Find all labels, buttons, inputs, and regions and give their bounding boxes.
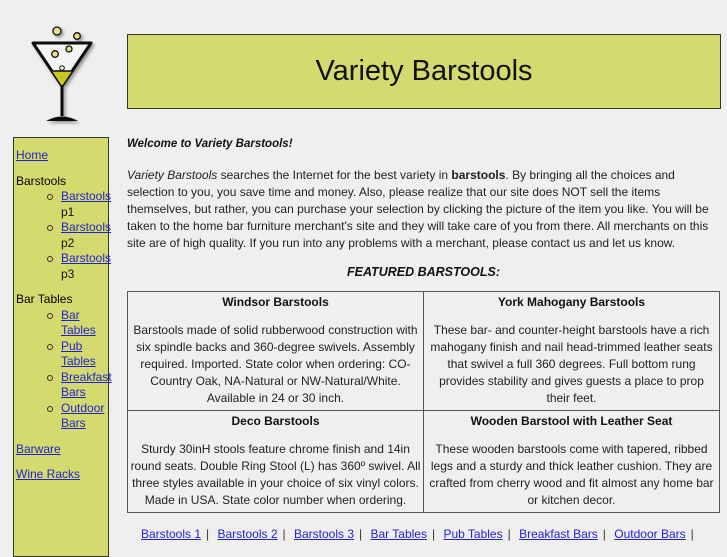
sidebar-item-pub-tables [61, 339, 108, 370]
product-name: York Mahogany Barstools [497, 295, 646, 309]
martini-glass-icon [28, 22, 100, 126]
featured-products-table [127, 291, 720, 513]
footer-link-barstools-1[interactable]: Barstools 1 [141, 527, 202, 541]
sidebar-link-barware[interactable]: Barware [16, 441, 61, 456]
sidebar-link-barstools-p3[interactable]: Barstools [61, 251, 112, 265]
footer-separator: | [602, 527, 606, 541]
martini-glass-logo [28, 22, 100, 126]
footer-separator: | [206, 527, 210, 541]
sidebar-section-bar-tables [16, 292, 112, 432]
sidebar-section-label: Barstools [16, 173, 67, 188]
product-description: Sturdy 30inH stools feature chrome finish and 14in round seats. Double Ring Stool (L) has 360º swivel. All three styles available in your choice of six vinyl colors. Made in USA. State color number when ordering. [130, 442, 421, 507]
sidebar-link-bar-tables[interactable]: Bar Tables [61, 307, 96, 337]
product-cell-windsor[interactable] [128, 292, 424, 411]
product-cell-wooden-leather[interactable] [424, 411, 720, 513]
sidebar-nav [13, 137, 112, 557]
product-name: Wooden Barstool with Leather Seat [470, 414, 673, 428]
sidebar-item-suffix: p3 [61, 266, 75, 281]
sidebar-link-barstools-p1[interactable]: Barstools [61, 189, 112, 203]
footer-link-breakfast-bars[interactable]: Breakfast Bars [519, 527, 598, 541]
footer-link-pub-tables[interactable]: Pub Tables [443, 527, 503, 541]
sidebar-sublist [16, 189, 112, 282]
footer-separator: | [507, 527, 511, 541]
product-description: Barstools made of solid rubberwood construction with six spindle backs and 360-degree swivels. Assembly required. Imported. State color when ordering: CO-Country Oak, NA-Natural or NW-Natural/White. Available in 24 or 30 inch. [133, 323, 418, 405]
intro-text-1: searches the Internet for the best variety in [217, 168, 452, 182]
sidebar-item-barstools-p1 [61, 189, 112, 220]
intro-site-name: Variety Barstools [127, 168, 218, 182]
site-header [127, 34, 721, 109]
sidebar-item-suffix: p1 [61, 204, 75, 219]
sidebar-item-barstools-p3 [61, 251, 112, 282]
footer-separator: | [282, 527, 286, 541]
product-description: These wooden barstools come with tapered, ribbed legs and a sturdy and thick leather cushion. They are crafted from cherry wood and fit almost any home bar or kitchen decor. [429, 442, 714, 507]
sidebar-link-home[interactable]: Home [16, 148, 49, 162]
sidebar-link-wine-racks[interactable]: Wine Racks [16, 467, 81, 481]
product-name: Deco Barstools [231, 414, 320, 428]
sidebar-item-suffix: p2 [61, 235, 75, 250]
footer-link-barstools-2[interactable]: Barstools 2 [217, 527, 278, 541]
footer-nav [141, 527, 699, 541]
table-row [128, 292, 720, 411]
sidebar-link-outdoor-bars[interactable]: Outdoor Bars [61, 400, 105, 430]
sidebar-item-bar-tables [61, 308, 108, 339]
site-title: Variety Barstools [315, 55, 533, 87]
featured-heading: FEATURED BARSTOOLS: [346, 265, 500, 279]
intro-text-2: . By bringing all the choices and selection to you, you save time and money. Also, please realize that our site does NOT sell the items themselves, but rather, you can purchase your selection by clicking the picture of the item you like. You will be taken to the home bar furniture merchant's site and they will take care of you from there. All merchants on this site are of high quality. If you run into any problems with a merchant, please contact us and let us know. [127, 168, 709, 250]
footer-separator: | [690, 527, 694, 541]
footer-separator: | [431, 527, 436, 541]
sidebar-link-breakfast-bars[interactable]: Breakfast Bars [61, 369, 112, 399]
sidebar-item-barstools-p2 [61, 220, 112, 251]
product-description: These bar- and counter-height barstools have a rich mahogany finish and nail head-trimmed leather seats that swivel a full 360 degrees. Full bottom rung provides stability and gives guests a place to prop their feet. [430, 323, 713, 405]
intro-paragraph [127, 167, 720, 252]
sidebar-link-barstools-p2[interactable]: Barstools [61, 220, 112, 234]
product-cell-deco[interactable] [128, 411, 424, 513]
sidebar-link-pub-tables[interactable]: Pub Tables [61, 338, 96, 368]
sidebar-item-outdoor-bars [61, 401, 108, 432]
sidebar-item-breakfast-bars [61, 369, 112, 401]
footer-link-barstools-3[interactable]: Barstools 3 [294, 527, 355, 541]
sidebar-section-label: Bar Tables [16, 292, 73, 306]
table-row [128, 411, 720, 513]
main-content [127, 136, 720, 513]
welcome-heading: Welcome to Variety Barstools! [127, 138, 293, 150]
footer-link-bar-tables[interactable]: Bar Tables [370, 527, 427, 541]
product-name: Windsor Barstools [222, 295, 329, 309]
sidebar-section-barstools [16, 173, 112, 283]
sidebar-sublist [16, 307, 112, 432]
product-cell-york[interactable] [424, 292, 720, 411]
intro-keyword: barstools [451, 168, 506, 182]
footer-separator: | [359, 527, 363, 541]
footer-link-outdoor-bars[interactable]: Outdoor Bars [614, 527, 686, 541]
